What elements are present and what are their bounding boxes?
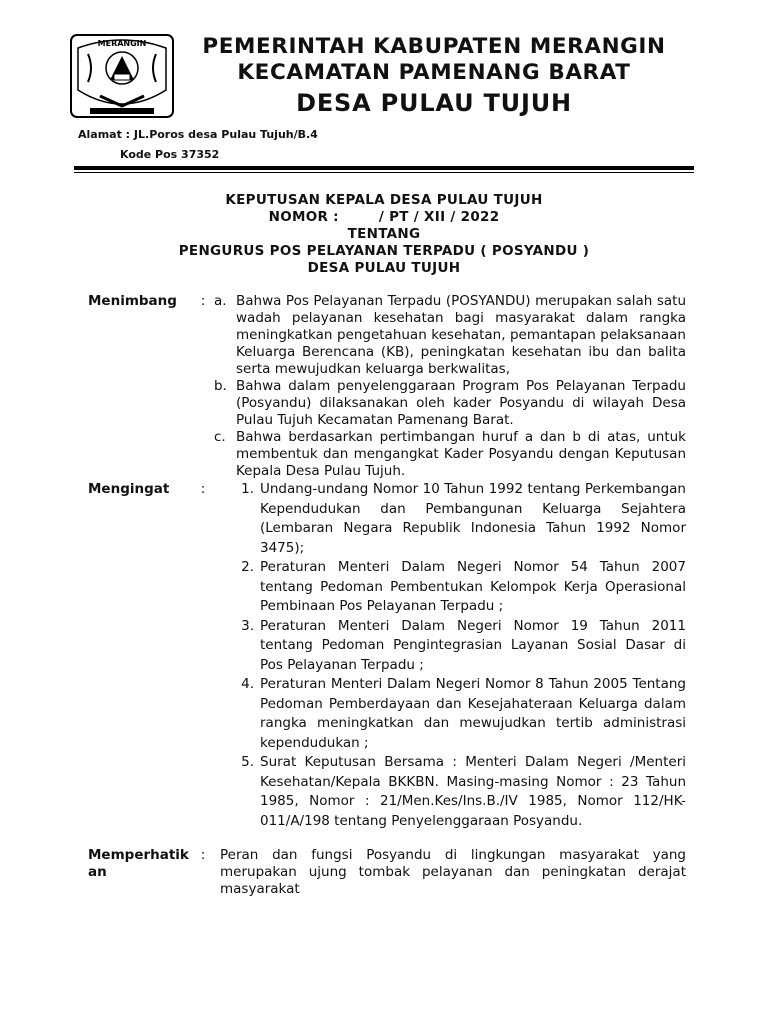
section-colon: :: [200, 847, 206, 863]
item-text: Peraturan Menteri Dalam Negeri Nomor 19 Tahun 2011 tentang Pedoman Pengintegrasian Layanan Sosial Dasar di Pos Pelayanan Terpadu ;: [260, 617, 686, 673]
decree-title: [74, 192, 694, 277]
item-key: 5.: [241, 754, 254, 770]
section-colon: :: [200, 293, 206, 309]
title-line-4: PENGURUS POS PELAYANAN TERPADU ( POSYANDU ): [178, 243, 590, 259]
item-text: Undang-undang Nomor 10 Tahun 1992 tentang Perkembangan Kependudukan dan Pembangunan Keluarga Sejahtera (Lembaran Negara Republik Indonesia Tahun 1992 Nomor 3475);: [260, 481, 686, 556]
regency-logo: [70, 34, 174, 118]
address: Alamat : JL.Poros desa Pulau Tujuh/B.4: [78, 128, 318, 141]
section-text: Peran dan fungsi Posyandu di lingkungan masyarakat yang merupakan ujung tombak pelayanan dan peningkatan derajat masyarakat: [220, 847, 686, 897]
district-name: KECAMATAN PAMENANG BARAT: [237, 60, 631, 85]
item-key: b.: [214, 378, 227, 394]
item-text: Peraturan Menteri Dalam Negeri Nomor 8 Tahun 2005 Tentang Pedoman Pemberdayaan dan Kesejahateraan Keluarga dalam rangka meningkatkan dan mewujudkan tertib administrasi kependudukan ;: [260, 676, 686, 751]
list-item: [214, 480, 686, 558]
list-item: [214, 429, 686, 480]
section-content: [214, 293, 686, 480]
list-item: [214, 378, 686, 429]
section-content: [214, 480, 686, 831]
item-key: c.: [214, 429, 226, 445]
title-line-3: TENTANG: [347, 226, 421, 242]
postal-code: Kode Pos 37352: [120, 148, 220, 161]
section-memperhatikan: [88, 847, 686, 898]
section-label: Menimbang: [88, 293, 177, 309]
item-key: 2.: [241, 559, 254, 575]
item-text: Bahwa dalam penyelenggaraan Program Pos Pelayanan Terpadu (Posyandu) dilaksanakan oleh kader Posyandu di wilayah Desa Pulau Tujuh Kecamatan Pamenang Barat.: [236, 378, 686, 428]
list-item: [214, 675, 686, 753]
decree-body: [88, 293, 686, 898]
item-key: 4.: [241, 676, 254, 692]
item-text: Surat Keputusan Bersama : Menteri Dalam Negeri /Menteri Kesehatan/Kepala BKKBN. Masing-masing Nomor : 23 Tahun 1985, Nomor : 21/Men.Kes/Ins.B./IV 1985, Nomor 112/HK-011/A/198 tentang Penyelenggaraan Posyandu.: [260, 754, 686, 829]
title-line-5: DESA PULAU TUJUH: [307, 260, 461, 276]
item-text: Bahwa berdasarkan pertimbangan huruf a dan b di atas, untuk membentuk dan mengangkat Kader Posyandu dengan Keputusan Kepala Desa Pulau Tujuh.: [236, 429, 686, 479]
section-label: Memperhatikan: [88, 847, 189, 880]
government-name: PEMERINTAH KABUPATEN MERANGIN: [202, 34, 666, 59]
item-key: 1.: [241, 481, 254, 497]
list-item: [214, 753, 686, 831]
section-colon: :: [200, 481, 206, 497]
letterhead: [180, 34, 688, 118]
item-key: 3.: [241, 617, 254, 634]
list-item: [214, 293, 686, 378]
village-name: DESA PULAU TUJUH: [296, 89, 572, 117]
title-line-1: KEPUTUSAN KEPALA DESA PULAU TUJUH: [225, 192, 543, 208]
list-item: [214, 617, 686, 676]
decree-number: NOMOR : / PT / XII / 2022: [268, 209, 500, 225]
item-key: a.: [214, 293, 227, 309]
section-mengingat: [88, 480, 686, 831]
section-label: Mengingat: [88, 481, 170, 497]
list-item: [214, 558, 686, 617]
logo-text: MERANGIN: [97, 39, 147, 48]
item-text: Bahwa Pos Pelayanan Terpadu (POSYANDU) merupakan salah satu wadah pelayanan kesehatan bagi masyarakat dalam rangka meningkatkan pengetahuan kesehatan, pemantapan pelaksanaan Keluarga Berencana (KB), peningkatan kesehatan ibu dan balita serta mewujudkan keluarga berkwalitas,: [236, 293, 686, 377]
letterhead-rule-thin: [74, 172, 694, 173]
letterhead-rule: [74, 166, 694, 170]
section-menimbang: [88, 293, 686, 480]
item-text: Peraturan Menteri Dalam Negeri Nomor 54 Tahun 2007 tentang Pedoman Pembentukan Kelompok Kerja Operasional Pembinaan Pos Pelayanan Terpadu ;: [260, 559, 686, 614]
